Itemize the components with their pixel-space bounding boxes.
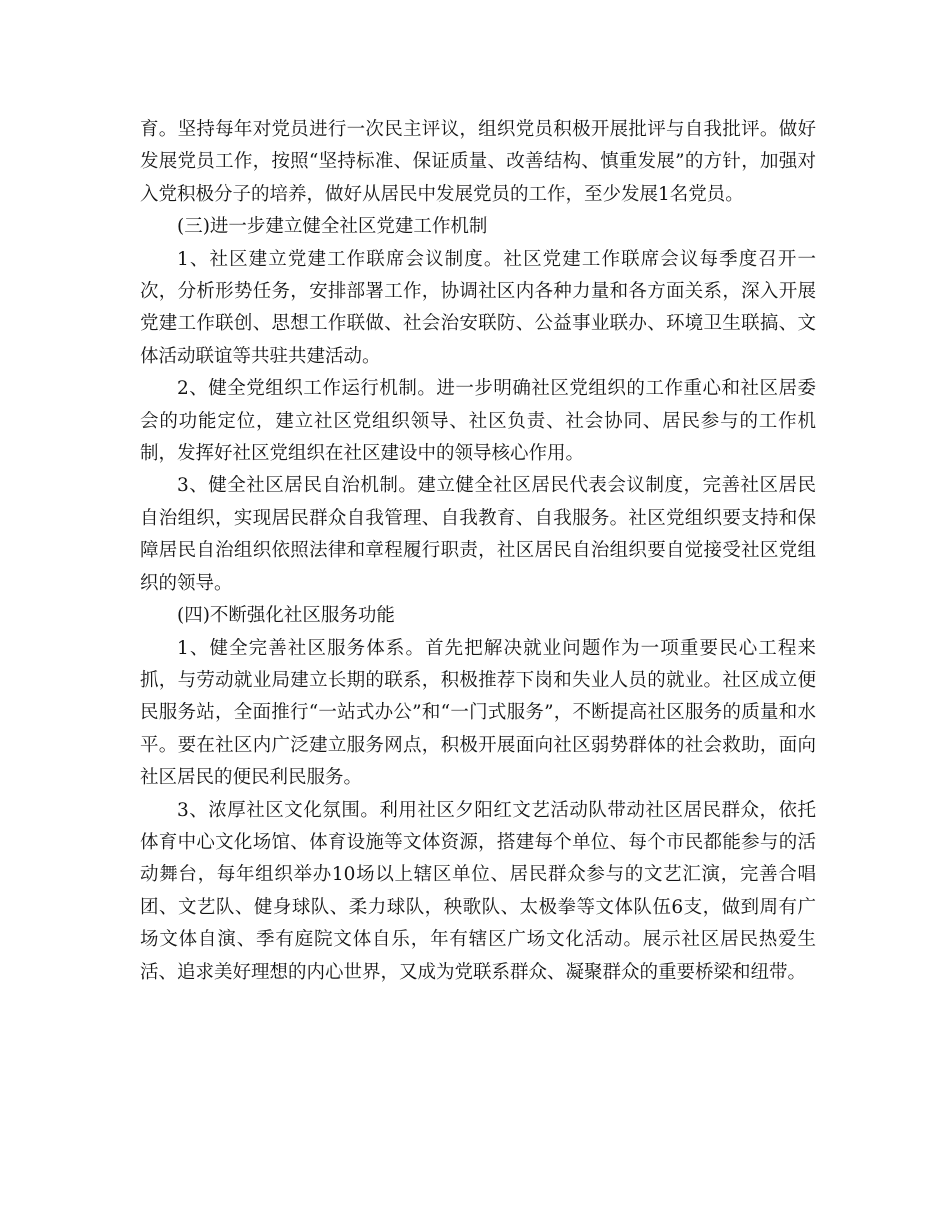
paragraph: 3、浓厚社区文化氛围。利用社区夕阳红文艺活动队带动社区居民群众，依托体育中心文化场馆、体育设施等文体资源，搭建每个单位、每个市民都能参与的活动舞台，每年组织举办10场以上辖区单位、居民群众参与的文艺汇演，完善合唱团、文艺队、健身球队、柔力球队，秧歌队、太极拳等文体队伍6支，做到周有广场文体自演、季有庭院文体自乐，年有辖区广场文化活动。展示社区居民热爱生活、追求美好理想的内心世界，又成为党联系群众、凝聚群众的重要桥梁和纽带。	[140, 799, 816, 983]
document-body	[140, 114, 816, 989]
paragraph: 1、社区建立党建工作联席会议制度。社区党建工作联席会议每季度召开一次，分析形势任务，安排部署工作，协调社区内各种力量和各方面关系，深入开展党建工作联创、思想工作联做、社会治安联防、公益事业联办、环境卫生联搞、文体活动联谊等共驻共建活动。	[140, 248, 816, 367]
paragraph: 2、健全党组织工作运行机制。进一步明确社区党组织的工作重心和社区居委会的功能定位，建立社区党组织领导、社区负责、社会协同、居民参与的工作机制，发挥好社区党组织在社区建设中的领导核心作用。	[140, 378, 816, 465]
section-heading-4: (四)不断强化社区服务功能	[177, 605, 395, 627]
section-heading-3: (三)进一步建立健全社区党建工作机制	[177, 216, 488, 238]
paragraph: 3、健全社区居民自治机制。建立健全社区居民代表会议制度，完善社区居民自治组织，实现居民群众自我管理、自我教育、自我服务。社区党组织要支持和保障居民自治组织依照法律和章程履行职责，社区居民自治组织要自觉接受社区党组织的领导。	[140, 475, 816, 594]
paragraph: 1、健全完善社区服务体系。首先把解决就业问题作为一项重要民心工程来抓，与劳动就业局建立长期的联系，积极推荐下岗和失业人员的就业。社区成立便民服务站，全面推行“一站式办公”和“一门式服务”，不断提高社区服务的质量和水平。要在社区内广泛建立服务网点，积极开展面向社区弱势群体的社会救助，面向社区居民的便民利民服务。	[140, 637, 816, 789]
paragraph-continuation: 育。坚持每年对党员进行一次民主评议，组织党员积极开展批评与自我批评。做好发展党员工作，按照“坚持标准、保证质量、改善结构、慎重发展”的方针，加强对入党积极分子的培养，做好从居民中发展党员的工作，至少发展1名党员。	[140, 119, 816, 205]
